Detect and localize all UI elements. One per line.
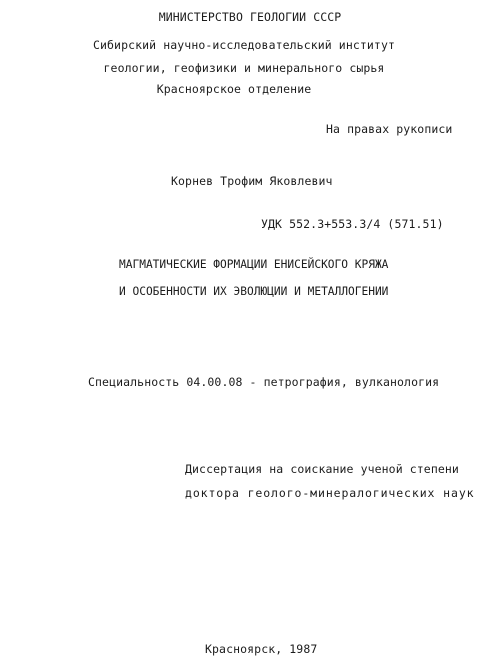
author-name: Корнев Трофим Яковлевич	[171, 174, 333, 188]
place-and-year: Красноярск, 1987	[205, 642, 318, 656]
thesis-title-line1: МАГМАТИЧЕСКИЕ ФОРМАЦИИ ЕНИСЕЙСКОГО КРЯЖА	[119, 258, 389, 271]
institute-name-line1: Сибирский научно-исследовательский институт	[92, 38, 395, 52]
dissertation-line1: Диссертация на соискание ученой степени	[185, 462, 459, 476]
institute-name-line2: геологии, геофизики и минерального сырья	[103, 61, 385, 75]
dissertation-line2: доктора геолого-минералогических наук	[185, 486, 475, 500]
udk-code: УДК 552.3+553.3/4 (571.51)	[261, 217, 444, 231]
manuscript-note: На правах рукописи	[326, 122, 453, 136]
specialty-line: Специальность 04.00.08 - петрография, вулканология	[88, 375, 440, 389]
ministry-heading: МИНИСТЕРСТВО ГЕОЛОГИИ СССР	[158, 10, 342, 24]
department-name: Красноярское отделение	[156, 82, 312, 96]
thesis-title-line2: И ОСОБЕННОСТИ ИХ ЭВОЛЮЦИИ И МЕТАЛЛОГЕНИИ	[119, 285, 389, 298]
